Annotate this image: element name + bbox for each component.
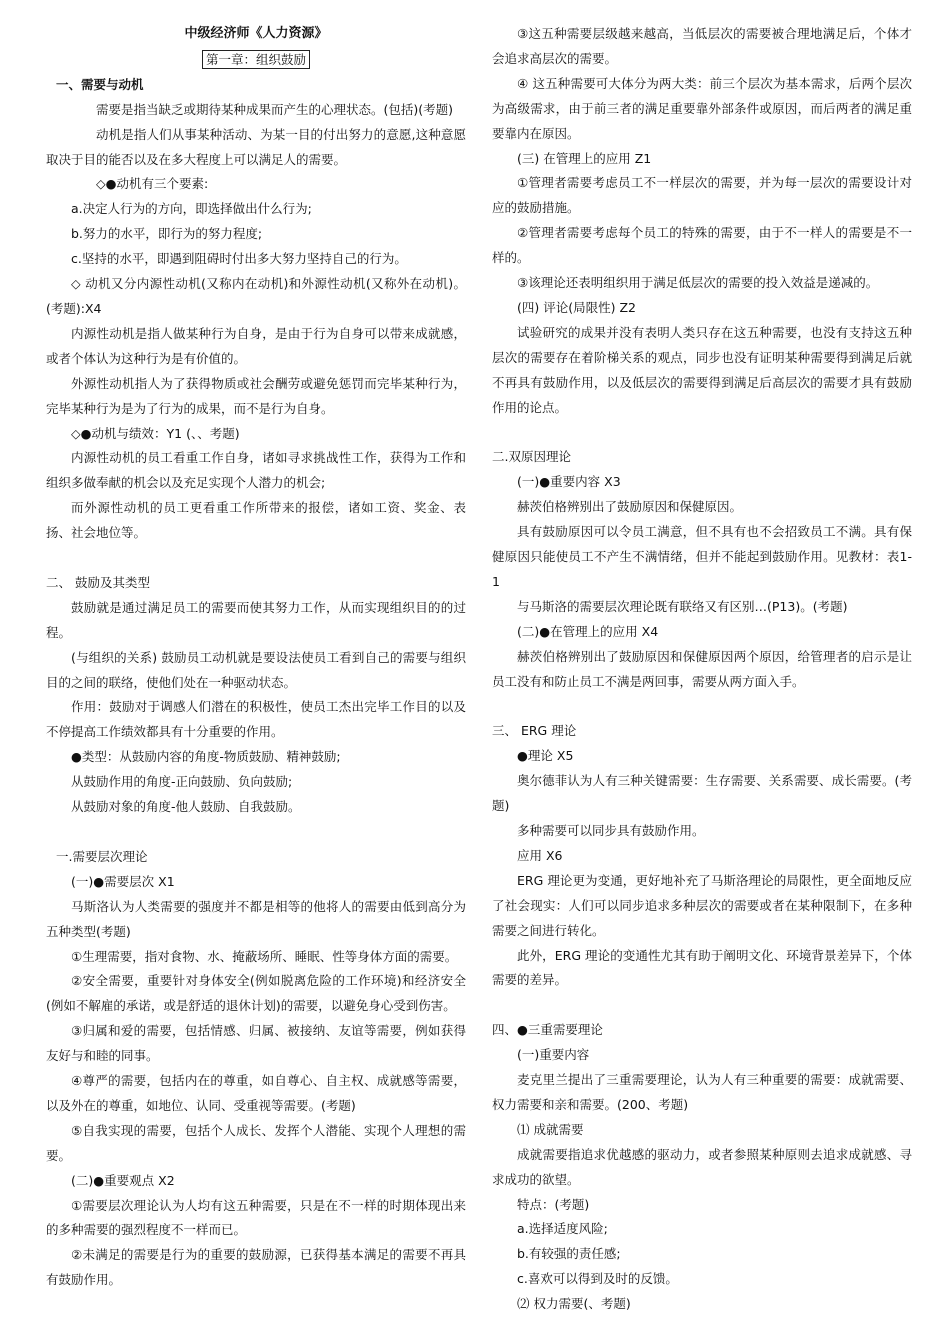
paragraph: ③该理论还表明组织用于满足低层次的需要的投入效益是递减的。: [517, 275, 879, 291]
paragraph: b.努力的水平，即行为的努力程度;: [71, 226, 263, 242]
paragraph: (一)●需要层次 X1: [71, 873, 175, 889]
paragraph: 多种需要可以同步具有鼓励作用。: [517, 822, 705, 838]
paragraph: 需要是指当缺乏或期待某种成果而产生的心理状态。(包括)(考题): [96, 101, 454, 117]
paragraph: 二.双原因理论: [492, 449, 571, 465]
paragraph: ②未满足的需要是行为的重要的鼓励源，已获得基本满足的需要不再具有鼓励作用。: [46, 1247, 466, 1288]
paragraph: ①生理需要，指对食物、水、掩蔽场所、睡眠、性等身体方面的需要。: [71, 948, 458, 964]
paragraph: 一、需要与动机: [56, 76, 144, 92]
paragraph: (一)●重要内容 X3: [517, 474, 621, 490]
paragraph: 赫茨伯格辨别出了鼓励原因和保健原因两个原因，给管理者的启示是让员工没有和防止员工不满是两回事，需要从两方面入手。: [492, 648, 912, 689]
paragraph: 麦克里兰提出了三重需要理论，认为人有三种重要的需要：成就需要、权力需要和亲和需要。(200、考题): [492, 1072, 912, 1112]
paragraph: 赫茨伯格辨别出了鼓励原因和保健原因。: [517, 499, 743, 515]
paragraph: 动机是指人们从事某种活动、为某一目的付出努力的意愿,这种意愿取决于目的能否以及在多大程度上可以满足人的需要。: [46, 126, 466, 167]
paragraph: ●理论 X5: [517, 748, 574, 764]
left-column: [46, 22, 466, 1293]
paragraph: ◇ 动机又分内源性动机(又称内在动机)和外源性动机(又称外在动机)。(考题):X4: [46, 276, 466, 316]
paragraph: 三、 ERG 理论: [492, 723, 577, 739]
paragraph: 内源性动机是指人做某种行为自身，是由于行为自身可以带来成就感，或者个体认为这种行为是有价值的。: [46, 325, 466, 366]
paragraph: ③归属和爱的需要，包括情感、归属、被接纳、友谊等需要，例如获得友好与和睦的同事。: [46, 1023, 466, 1064]
paragraph: 此外，ERG 理论的变通性尤其有助于阐明文化、环境背景差异下，个体需要的差异。: [492, 947, 912, 988]
paragraph: ②安全需要，重要针对身体安全(例如脱离危险的工作环境)和经济安全(例如不解雇的承诺，或是舒适的退休计划)的需要，以避免身心受到伤害。: [46, 973, 466, 1014]
paragraph: (一)重要内容: [517, 1047, 590, 1063]
paragraph: (三) 在管理上的应用 Z1: [517, 150, 652, 166]
paragraph: 特点：(考题): [517, 1196, 590, 1212]
paragraph: (与组织的关系) 鼓励员工动机就是要设法使员工看到自己的需要与组织目的之间的联络，使他们处在一种驱动状态。: [46, 649, 466, 690]
paragraph: (四) 评论(局限性) Z2: [517, 299, 636, 315]
paragraph: 从鼓励对象的角度-他人鼓励、自我鼓励。: [71, 799, 301, 815]
paragraph: 一.需要层次理论: [56, 848, 148, 864]
chapter-heading-box: 第一章：组织鼓励: [202, 50, 310, 69]
paragraph: ①管理者需要考虑员工不一样层次的需要，并为每一层次的需要设计对应的鼓励措施。: [492, 175, 912, 216]
paragraph: 而外源性动机的员工更看重工作所带来的报偿，诸如工资、奖金、表扬、社会地位等。: [46, 500, 466, 541]
paragraph: 从鼓励作用的角度-正向鼓励、负向鼓励;: [71, 774, 293, 790]
paragraph: ◇●动机有三个要素:: [96, 176, 209, 192]
paragraph: 鼓励就是通过满足员工的需要而使其努力工作，从而实现组织目的的过程。: [46, 599, 466, 640]
paragraph: 应用 X6: [517, 847, 563, 863]
paragraph: 外源性动机指人为了获得物质或社会酬劳或避免惩罚而完毕某种行为，完毕某种行为是为了行为的成果，而不是行为自身。: [46, 375, 466, 416]
paragraph-spacer: [492, 993, 912, 1018]
paragraph: 奥尔德菲认为人有三种关键需要：生存需要、关系需要、成长需要。(考题): [492, 773, 912, 814]
paragraph: ERG 理论更为变通，更好地补充了马斯洛理论的局限性，更全面地反应了社会现实：人们可以同步追求多种层次的需要或者在某种限制下，在多种需要之间进行转化。: [492, 872, 912, 938]
right-column: [492, 22, 912, 1317]
paragraph: ⑴ 成就需要: [517, 1121, 584, 1137]
paragraph: c.喜欢可以得到及时的反馈。: [517, 1271, 678, 1287]
paragraph: ◇●动机与绩效：Y1 (、、考题): [71, 425, 240, 441]
paragraph: 内源性动机的员工看重工作自身，诸如寻求挑战性工作，获得为工作和组织多做奉献的机会以及充足实现个人潜力的机会;: [46, 450, 466, 491]
paragraph: (二)●重要观点 X2: [71, 1172, 175, 1188]
paragraph-spacer: [46, 820, 466, 845]
paragraph: c.坚持的水平，即遇到阻碍时付出多大努力坚持自己的行为。: [71, 251, 407, 267]
paragraph: ④尊严的需要，包括内在的尊重，如自尊心、自主权、成就感等需要，以及外在的尊重，如地位、认同、受重视等需要。(考题): [46, 1073, 466, 1113]
paragraph-spacer: [492, 421, 912, 446]
paragraph: a.决定人行为的方向，即选择做出什么行为;: [71, 201, 312, 217]
paragraph: ②管理者需要考虑每个员工的特殊的需要，由于不一样人的需要是不一样的。: [492, 225, 912, 266]
chapter-heading: [46, 47, 466, 73]
paragraph: ①需要层次理论认为人均有这五种需要，只是在不一样的时期体现出来的多种需要的强烈程度不一样而已。: [46, 1197, 466, 1238]
paragraph: 二、 鼓励及其类型: [46, 574, 150, 590]
paragraph: 成就需要指追求优越感的驱动力，或者参照某种原则去追求成就感、寻求成功的欲望。: [492, 1146, 912, 1187]
paragraph: 与马斯洛的需要层次理论既有联络又有区别…(P13)。(考题): [517, 598, 848, 614]
paragraph: ④ 这五种需要可大体分为两大类：前三个层次为基本需求，后两个层次为高级需求，由于前三者的满足重要靠外部条件或原因，而后两者的满足重要靠内在原因。: [492, 75, 912, 141]
paragraph: a.选择适度风险;: [517, 1221, 608, 1237]
paragraph: ③这五种需要层级越来越高，当低层次的需要被合理地满足后，个体才会追求高层次的需要。: [492, 26, 912, 66]
paragraph: b.有较强的责任感;: [517, 1246, 621, 1262]
paragraph: (二)●在管理上的应用 X4: [517, 623, 659, 639]
paragraph: ●类型：从鼓励内容的角度-物质鼓励、精神鼓励;: [71, 749, 341, 765]
paragraph: 作用：鼓励对于调感人们潜在的积极性，使员工杰出完毕工作目的以及不停提高工作绩效都具有十分重要的作用。: [46, 699, 466, 740]
paragraph-spacer: [492, 694, 912, 719]
paragraph-spacer: [46, 546, 466, 571]
paragraph: ⑤自我实现的需要，包括个人成长、发挥个人潜能、实现个人理想的需要。: [46, 1122, 466, 1163]
paragraph: 具有鼓励原因可以令员工满意，但不具有也不会招致员工不满。具有保健原因只能使员工不产生不满情绪，但并不能起到鼓励作用。见教材：表1-1: [492, 524, 912, 589]
paragraph: 试验研究的成果并没有表明人类只存在这五种需要，也没有支持这五种层次的需要存在着阶梯关系的观点，同步也没有证明某种需要得到满足后就不再具有鼓励作用，以及低层次的需要得到满足后高层次的需要才具有鼓励作用的论点。: [492, 324, 912, 415]
document-title: 中级经济师《人力资源》: [184, 26, 328, 41]
paragraph: 马斯洛认为人类需要的强度并不都是相等的他将人的需要由低到高分为五种类型(考题): [46, 898, 466, 939]
paragraph: ⑵ 权力需要(、考题): [517, 1296, 631, 1312]
paragraph: 四、●三重需要理论: [492, 1022, 603, 1038]
